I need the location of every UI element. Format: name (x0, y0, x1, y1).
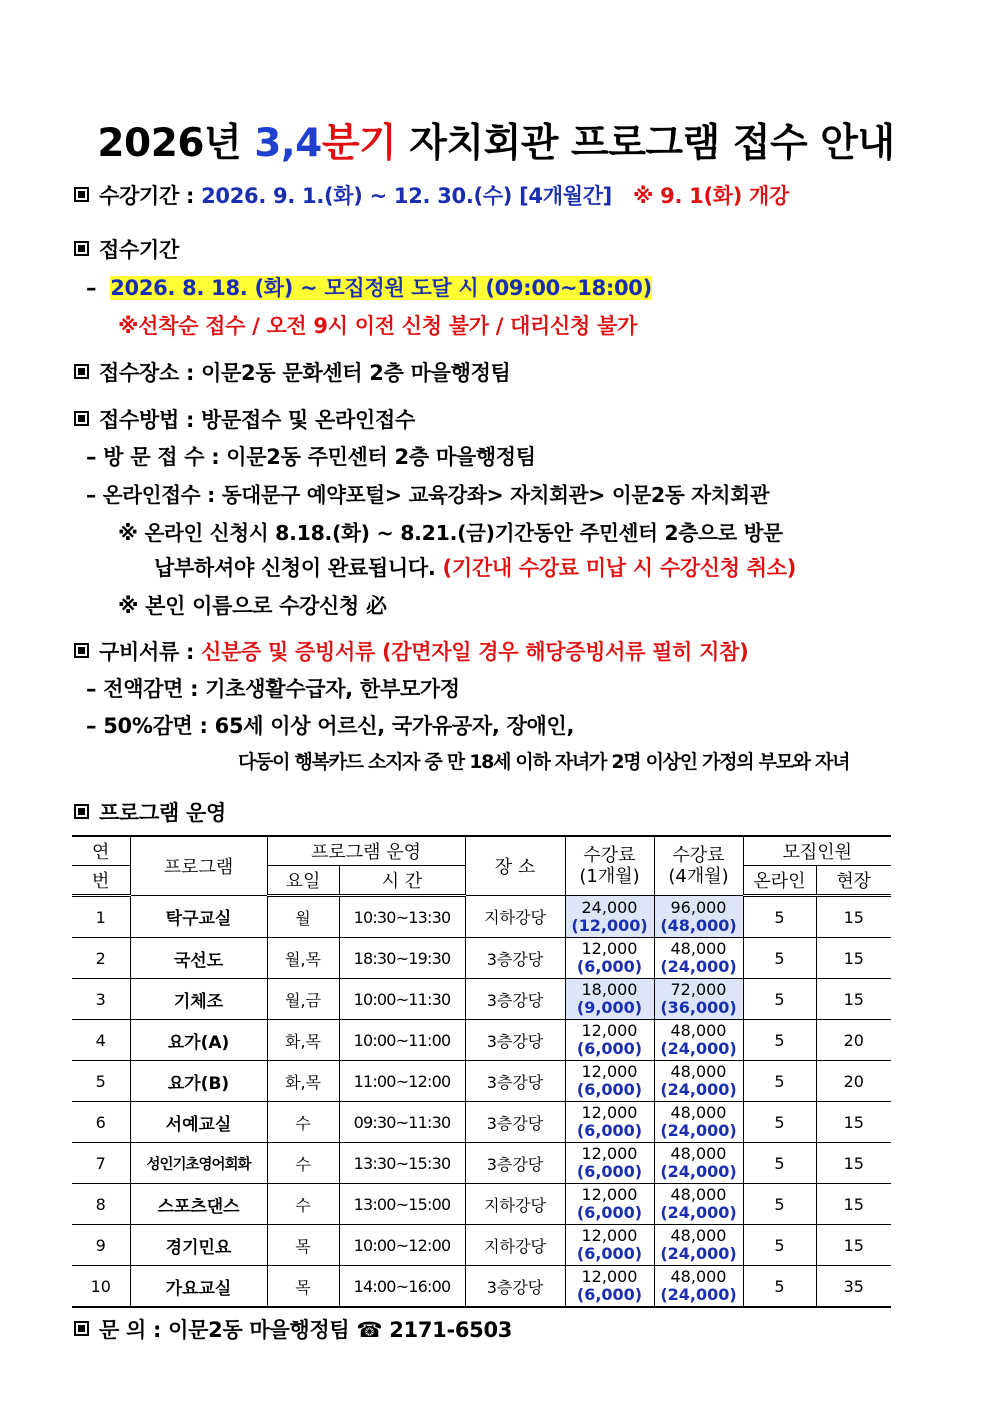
cell-onsite: 15 (816, 938, 891, 979)
cell-place: 3층강당 (465, 979, 565, 1020)
square-bullet-icon (74, 187, 89, 202)
cell-no: 2 (72, 938, 130, 979)
cell-program: 요가(A) (130, 1020, 267, 1061)
program-heading (74, 797, 226, 827)
cell-day: 수 (267, 1184, 339, 1225)
header-place: 장 소 (465, 836, 565, 896)
table-row (72, 896, 891, 938)
reception-date-line (86, 272, 652, 302)
header-fee-4month-label: 수강료 (672, 845, 725, 866)
cell-place: 3층강당 (465, 1061, 565, 1102)
cell-fee-4month (654, 1020, 743, 1061)
cell-time: 10:00~11:00 (339, 1020, 465, 1061)
cell-onsite: 15 (816, 1143, 891, 1184)
fee-4month-full: 48,000 (670, 1144, 727, 1163)
cell-fee-4month (654, 1184, 743, 1225)
fee-1month-discount: (6,000) (576, 1203, 643, 1222)
cell-fee-1month (565, 1225, 654, 1266)
title-quarter-number: 3,4 (254, 121, 322, 166)
cell-time: 10:00~11:30 (339, 979, 465, 1020)
cell-program: 성인기초영어회화 (130, 1143, 267, 1184)
header-program: 프로그램 (130, 836, 267, 896)
cell-place: 3층강당 (465, 1143, 565, 1184)
cell-fee-1month (565, 1102, 654, 1143)
page-title (0, 112, 992, 168)
cell-fee-1month (565, 1143, 654, 1184)
header-onsite: 현장 (816, 866, 891, 896)
cell-program: 요가(B) (130, 1061, 267, 1102)
title-year: 2026년 (97, 121, 255, 166)
cell-time: 13:00~15:00 (339, 1184, 465, 1225)
fee-4month-full: 96,000 (670, 897, 727, 917)
cell-fee-4month (654, 1143, 743, 1184)
cell-time: 09:30~11:30 (339, 1102, 465, 1143)
header-day: 요일 (267, 866, 339, 896)
method-note1b-line (154, 552, 796, 582)
fee-4month-full: 48,000 (670, 1226, 727, 1245)
fee-1month-full: 12,000 (581, 939, 638, 958)
cell-online: 5 (743, 1102, 816, 1143)
cell-online: 5 (743, 1020, 816, 1061)
fee-1month-discount: (6,000) (576, 1162, 643, 1181)
period-note: ※ 9. 1(화) 개강 (633, 184, 790, 208)
cell-place: 지하강당 (465, 896, 565, 938)
fee-1month-discount: (6,000) (576, 1285, 643, 1304)
square-bullet-icon (74, 411, 89, 426)
cell-no: 5 (72, 1061, 130, 1102)
cell-fee-1month (565, 1020, 654, 1061)
table-row (72, 1102, 891, 1143)
fee-4month-discount: (24,000) (660, 1162, 737, 1181)
title-quarter-word: 분기 (321, 121, 397, 166)
docs-heading (74, 636, 748, 666)
method-visit: – 방 문 접 수 : 이문2동 주민센터 2층 마을행정팀 (86, 445, 536, 469)
cell-onsite: 15 (816, 896, 891, 938)
cell-place: 3층강당 (465, 938, 565, 979)
cell-fee-1month (565, 979, 654, 1020)
cell-day: 월,목 (267, 938, 339, 979)
fee-1month-discount: (9,000) (576, 998, 643, 1017)
square-bullet-icon (74, 241, 89, 256)
cell-time: 10:30~13:30 (339, 896, 465, 938)
cell-no: 8 (72, 1184, 130, 1225)
square-bullet-icon (74, 1321, 89, 1336)
fee-1month-full: 12,000 (581, 1267, 638, 1286)
method-label: 접수방법 : 방문접수 및 온라인접수 (99, 408, 415, 432)
docs-full-exemption: – 전액감면 : 기초생활수급자, 한부모가정 (86, 677, 460, 701)
cell-onsite: 15 (816, 979, 891, 1020)
cell-fee-4month (654, 896, 743, 938)
fee-4month-discount: (24,000) (660, 1203, 737, 1222)
cell-onsite: 15 (816, 1184, 891, 1225)
cell-no: 4 (72, 1020, 130, 1061)
contact-line (74, 1314, 512, 1344)
cell-fee-4month (654, 979, 743, 1020)
cell-program: 가요교실 (130, 1266, 267, 1308)
dash: – (86, 276, 97, 300)
fee-4month-discount: (24,000) (660, 1285, 737, 1304)
header-fee-1month-label: 수강료 (583, 845, 636, 866)
fee-4month-full: 48,000 (670, 939, 727, 958)
square-bullet-icon (74, 364, 89, 379)
docs-value: 신분증 및 증빙서류 (감면자일 경우 해당증빙서류 필히 지참) (201, 640, 749, 664)
period-label: 수강기간 : (99, 184, 202, 208)
cell-no: 10 (72, 1266, 130, 1308)
fee-4month-discount: (24,000) (660, 1080, 737, 1099)
fee-1month-discount: (6,000) (576, 1244, 643, 1263)
fee-4month-discount: (24,000) (660, 1039, 737, 1058)
docs-half-exemption-2: 다둥이 행복카드 소지자 중 만 18세 이하 자녀가 2명 이상인 가정의 부모와 자녀 (238, 751, 850, 773)
header-fee-4month (654, 836, 743, 896)
cell-time: 14:00~16:00 (339, 1266, 465, 1308)
place-label: 접수장소 : 이문2동 문화센터 2층 마을행정팀 (99, 361, 511, 385)
fee-1month-full: 12,000 (581, 1021, 638, 1040)
cell-time: 11:00~12:00 (339, 1061, 465, 1102)
program-table (72, 835, 891, 1308)
table-row (72, 1020, 891, 1061)
fee-4month-discount: (36,000) (660, 998, 737, 1017)
method-heading (74, 404, 415, 434)
cell-onsite: 20 (816, 1061, 891, 1102)
cell-no: 1 (72, 896, 130, 938)
header-no-1: 연 (72, 836, 130, 866)
table-row (72, 1143, 891, 1184)
cell-day: 수 (267, 1143, 339, 1184)
table-row (72, 1061, 891, 1102)
fee-1month-full: 18,000 (581, 980, 638, 999)
fee-4month-discount: (48,000) (660, 915, 737, 935)
cell-day: 화,목 (267, 1061, 339, 1102)
cell-no: 7 (72, 1143, 130, 1184)
cell-fee-4month (654, 1102, 743, 1143)
cell-day: 목 (267, 1266, 339, 1308)
fee-4month-full: 48,000 (670, 1103, 727, 1122)
header-online: 온라인 (743, 866, 816, 896)
square-bullet-icon (74, 643, 89, 658)
cell-fee-1month (565, 938, 654, 979)
fee-1month-full: 12,000 (581, 1103, 638, 1122)
fee-1month-discount: (12,000) (571, 915, 648, 935)
fee-1month-full: 12,000 (581, 1226, 638, 1245)
fee-4month-discount: (24,000) (660, 957, 737, 976)
title-rest: 자치회관 프로그램 접수 안내 (396, 121, 895, 166)
reception-heading (74, 234, 179, 264)
cell-program: 서예교실 (130, 1102, 267, 1143)
header-fee-1month (565, 836, 654, 896)
fee-1month-full: 12,000 (581, 1185, 638, 1204)
reception-label: 접수기간 (99, 238, 179, 262)
header-no-2: 번 (72, 866, 130, 896)
cell-online: 5 (743, 1143, 816, 1184)
cell-place: 3층강당 (465, 1020, 565, 1061)
table-row (72, 1266, 891, 1308)
cell-day: 월,금 (267, 979, 339, 1020)
cell-fee-4month (654, 1061, 743, 1102)
cell-fee-4month (654, 1225, 743, 1266)
cell-fee-1month (565, 1061, 654, 1102)
header-fee-4month-sub: (4개월) (668, 866, 729, 887)
cell-place: 3층강당 (465, 1102, 565, 1143)
fee-4month-discount: (24,000) (660, 1121, 737, 1140)
cell-fee-1month (565, 896, 654, 938)
cell-fee-4month (654, 1266, 743, 1308)
header-time: 시 간 (339, 866, 465, 896)
reception-note: ※선착순 접수 / 오전 9시 이전 신청 불가 / 대리신청 불가 (118, 314, 637, 338)
cell-program: 스포츠댄스 (130, 1184, 267, 1225)
cell-day: 수 (267, 1102, 339, 1143)
fee-1month-discount: (6,000) (576, 1121, 643, 1140)
table-row (72, 1225, 891, 1266)
table-row (72, 979, 891, 1020)
cell-day: 화,목 (267, 1020, 339, 1061)
method-note1a: ※ 온라인 신청시 8.18.(화) ~ 8.21.(금)기간동안 주민센터 2층으로 방문 (118, 521, 783, 545)
fee-1month-full: 24,000 (581, 897, 638, 917)
cell-fee-1month (565, 1184, 654, 1225)
cell-online: 5 (743, 896, 816, 938)
cell-time: 18:30~19:30 (339, 938, 465, 979)
fee-1month-discount: (6,000) (576, 1039, 643, 1058)
docs-label: 구비서류 : (99, 640, 202, 664)
cell-fee-4month (654, 938, 743, 979)
period-line (74, 180, 789, 210)
docs-half-exemption: – 50%감면 : 65세 이상 어르신, 국가유공자, 장애인, (86, 714, 575, 738)
fee-1month-discount: (6,000) (576, 957, 643, 976)
cell-onsite: 15 (816, 1102, 891, 1143)
method-online: – 온라인접수 : 동대문구 예약포털> 교육강좌> 자치회관> 이문2동 자치회관 (86, 483, 770, 507)
cell-program: 경기민요 (130, 1225, 267, 1266)
method-note1c: (기간내 수강료 미납 시 수강신청 취소) (442, 556, 796, 580)
cell-place: 지하강당 (465, 1184, 565, 1225)
period-value: 2026. 9. 1.(화) ~ 12. 30.(수) [4개월간] (201, 184, 612, 208)
cell-online: 5 (743, 979, 816, 1020)
cell-onsite: 15 (816, 1225, 891, 1266)
contact-label: 문 의 : 이문2동 마을행정팀 ☎ 2171-6503 (99, 1318, 513, 1342)
cell-day: 목 (267, 1225, 339, 1266)
fee-4month-full: 72,000 (670, 980, 727, 999)
fee-1month-discount: (6,000) (576, 1080, 643, 1099)
fee-1month-full: 12,000 (581, 1144, 638, 1163)
fee-4month-discount: (24,000) (660, 1244, 737, 1263)
header-fee-1month-sub: (1개월) (579, 866, 640, 887)
cell-no: 9 (72, 1225, 130, 1266)
cell-no: 3 (72, 979, 130, 1020)
cell-program: 국선도 (130, 938, 267, 979)
header-recruit: 모집인원 (743, 836, 891, 866)
fee-4month-full: 48,000 (670, 1267, 727, 1286)
method-note1b: 납부하셔야 신청이 완료됩니다. (154, 556, 436, 580)
cell-time: 13:30~15:30 (339, 1143, 465, 1184)
cell-online: 5 (743, 1061, 816, 1102)
program-label: 프로그램 운영 (99, 801, 226, 825)
cell-online: 5 (743, 938, 816, 979)
cell-online: 5 (743, 1225, 816, 1266)
cell-fee-1month (565, 1266, 654, 1308)
fee-4month-full: 48,000 (670, 1021, 727, 1040)
cell-place: 3층강당 (465, 1266, 565, 1308)
cell-onsite: 20 (816, 1020, 891, 1061)
cell-no: 6 (72, 1102, 130, 1143)
table-row (72, 1184, 891, 1225)
reception-date: 2026. 8. 18. (화) ~ 모집정원 도달 시 (09:00~18:00) (110, 276, 652, 300)
cell-time: 10:00~12:00 (339, 1225, 465, 1266)
cell-online: 5 (743, 1184, 816, 1225)
table-row (72, 938, 891, 979)
fee-4month-full: 48,000 (670, 1185, 727, 1204)
fee-1month-full: 12,000 (581, 1062, 638, 1081)
cell-program: 기체조 (130, 979, 267, 1020)
cell-day: 월 (267, 896, 339, 938)
square-bullet-icon (74, 804, 89, 819)
header-operation: 프로그램 운영 (267, 836, 465, 866)
cell-onsite: 35 (816, 1266, 891, 1308)
cell-program: 탁구교실 (130, 896, 267, 938)
method-note2: ※ 본인 이름으로 수강신청 必 (118, 594, 387, 618)
fee-4month-full: 48,000 (670, 1062, 727, 1081)
cell-place: 지하강당 (465, 1225, 565, 1266)
cell-online: 5 (743, 1266, 816, 1308)
place-line (74, 357, 511, 387)
